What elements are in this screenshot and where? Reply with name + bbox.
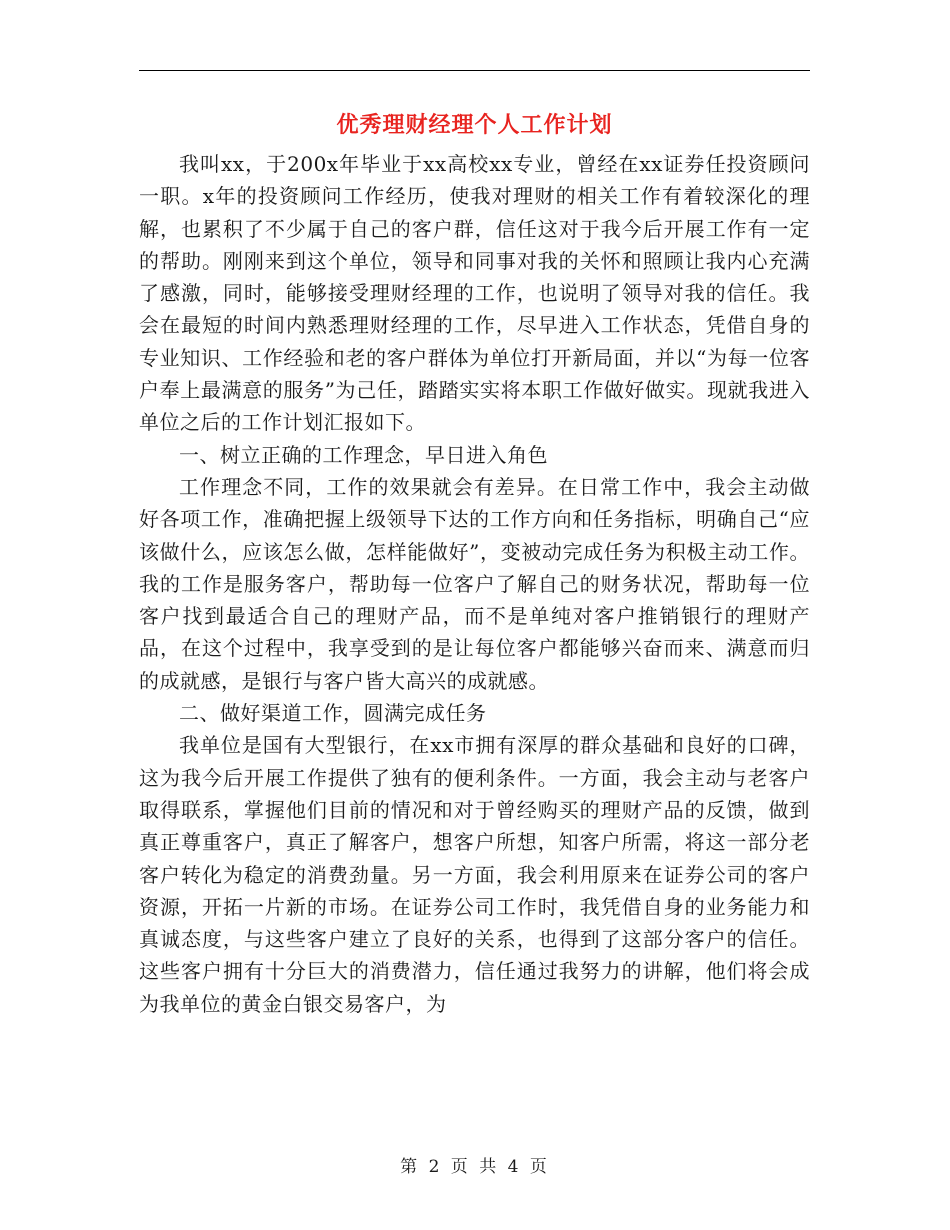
section-heading-2: 二、做好渠道工作，圆满完成任务 bbox=[179, 701, 487, 726]
header-rule bbox=[139, 70, 810, 71]
document-title: 优秀理财经理个人工作计划 bbox=[336, 112, 613, 138]
paragraph-section-1: 工作理念不同，工作的效果就会有差异。在日常工作中，我会主动做好各项工作，准确把握上级领导下达的工作方向和任务指标，明确自己“应该做什么，应该怎么做，怎样能做好”，变被动完成任务为积极主动工作。我的工作是服务客户，帮助每一位客户了解自己的财务状况，帮助每一位客户找到最适合自己的理财产品，而不是单纯对客户推销银行的理财产品，在这个过程中，我享受到的是让每位客户都能够兴奋而来、满意而归的成就感，是银行与客户皆大高兴的成就感。 bbox=[139, 474, 810, 693]
paragraph-intro: 我叫xx，于200x年毕业于xx高校xx专业，曾经在xx证券任投资顾问一职。x年的投资顾问工作经历，使我对理财的相关工作有着较深化的理解，也累积了不少属于自己的客户群，信任这对于我今后开展工作有一定的帮助。刚刚来到这个单位，领导和同事对我的关怀和照顾让我内心充满了感激，同时，能够接受理财经理的工作，也说明了领导对我的信任。我会在最短的时间内熟悉理财经理的工作，尽早进入工作状态，凭借自身的专业知识、工作经验和老的客户群体为单位打开新局面，并以“为每一位客户奉上最满意的服务”为己任，踏踏实实将本职工作做好做实。现就我进入单位之后的工作计划汇报如下。 bbox=[139, 152, 810, 435]
page-footer: 第 2 页 共 4 页 bbox=[400, 1157, 550, 1177]
document-body bbox=[139, 148, 810, 1020]
section-heading-1: 一、树立正确的工作理念，早日进入角色 bbox=[179, 442, 548, 467]
paragraph-section-2: 我单位是国有大型银行，在xx市拥有深厚的群众基础和良好的口碑，这为我今后开展工作提供了独有的便利条件。一方面，我会主动与老客户取得联系，掌握他们目前的情况和对于曾经购买的理财产品的反馈，做到真正尊重客户，真正了解客户，想客户所想，知客户所需，将这一部分老客户转化为稳定的消费劲量。另一方面，我会利用原来在证券公司的客户资源，开拓一片新的市场。在证券公司工作时，我凭借自身的业务能力和真诚态度，与这些客户建立了良好的关系，也得到了这部分客户的信任。这些客户拥有十分巨大的消费潜力，信任通过我努力的讲解，他们将会成为我单位的黄金白银交易客户，为 bbox=[139, 733, 810, 1016]
